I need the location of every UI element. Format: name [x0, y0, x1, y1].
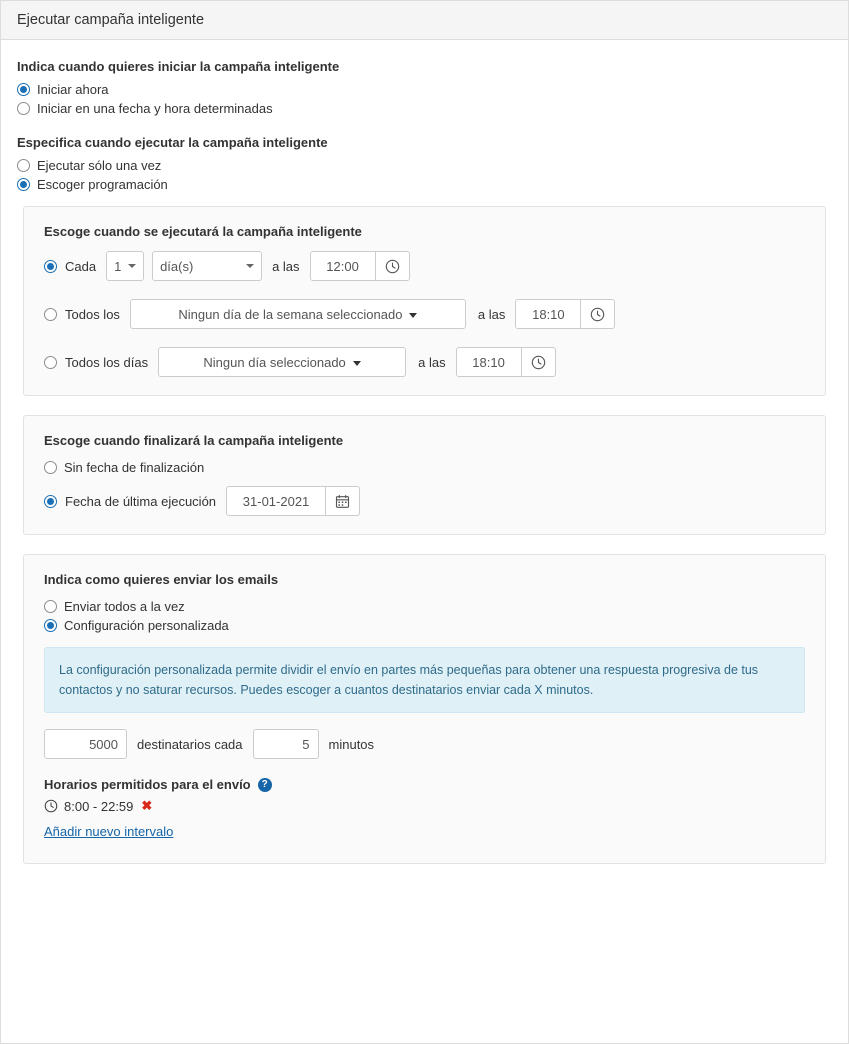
schedule-every-at-label: a las	[272, 258, 300, 274]
schedule-monthday-time-value: 18:10	[472, 354, 505, 370]
start-heading: Indica cuando quieres iniciar la campaña inteligente	[17, 59, 340, 74]
schedule-row-monthday	[44, 347, 807, 377]
ending-option-no-end[interactable]	[44, 460, 807, 475]
sending-option-all-at-once-label: Enviar todos a la vez	[64, 599, 185, 614]
radio-schedule-monthday[interactable]	[44, 356, 57, 369]
schedule-monthday-at-label: a las	[418, 354, 446, 370]
radio-start-scheduled[interactable]	[17, 102, 30, 115]
schedule-every-label: Cada	[65, 258, 97, 274]
window-titlebar	[1, 1, 848, 40]
sending-option-custom-label: Configuración personalizada	[64, 618, 229, 633]
start-option-scheduled-label: Iniciar en una fecha y hora determinadas	[37, 101, 273, 116]
chevron-down-icon	[128, 264, 136, 268]
interval-text: 8:00 - 22:59	[64, 798, 134, 814]
sending-panel-title: Indica como quieres enviar los emails	[44, 572, 279, 587]
clock-icon[interactable]	[376, 251, 410, 281]
start-option-now[interactable]	[17, 82, 834, 97]
schedule-weekday-select-value: Ningun día de la semana seleccionado	[178, 306, 403, 322]
radio-ending-no-end[interactable]	[44, 461, 57, 474]
window-title: Ejecutar campaña inteligente	[17, 12, 205, 28]
ending-date-input[interactable]	[226, 486, 326, 516]
chevron-down-icon	[353, 361, 361, 366]
radio-execution-once[interactable]	[17, 159, 30, 172]
execution-option-schedule[interactable]	[17, 177, 834, 192]
clock-icon	[44, 799, 58, 813]
schedule-every-unit-value: día(s)	[160, 258, 194, 274]
allowed-hours-heading	[44, 777, 807, 792]
schedule-every-number-value: 1	[114, 258, 122, 274]
radio-execution-schedule[interactable]	[17, 178, 30, 191]
radio-sending-all-at-once[interactable]	[44, 600, 57, 613]
minutes-input[interactable]	[253, 729, 319, 759]
batch-config-row	[44, 729, 807, 759]
help-icon[interactable]: ?	[258, 778, 272, 792]
schedule-monthday-label: Todos los días	[65, 354, 149, 370]
schedule-weekday-at-label: a las	[477, 306, 506, 322]
schedule-row-every	[44, 251, 807, 281]
radio-ending-last-date[interactable]	[44, 495, 57, 508]
ending-option-no-end-label: Sin fecha de finalización	[64, 460, 205, 475]
schedule-panel	[23, 206, 826, 396]
minutes-value: 5	[302, 736, 310, 752]
execution-option-once-label: Ejecutar sólo una vez	[37, 158, 162, 173]
execution-option-schedule-label: Escoger programación	[37, 177, 168, 192]
ending-option-last-date-label: Fecha de última ejecución	[65, 493, 217, 509]
schedule-every-unit-select[interactable]	[152, 251, 262, 281]
radio-schedule-every[interactable]	[44, 260, 57, 273]
remove-icon[interactable]: ✖	[141, 798, 153, 813]
schedule-monthday-select[interactable]	[158, 347, 406, 377]
schedule-every-time-input[interactable]	[310, 251, 376, 281]
execution-heading: Especifica cuando ejecutar la campaña inteligente	[17, 135, 328, 150]
chevron-down-icon	[246, 264, 254, 268]
interval-item	[44, 798, 807, 814]
execution-option-once[interactable]	[17, 158, 834, 173]
start-option-scheduled[interactable]	[17, 101, 834, 116]
clock-icon[interactable]	[522, 347, 556, 377]
schedule-every-number-select[interactable]	[106, 251, 144, 281]
schedule-every-time-value: 12:00	[326, 258, 359, 274]
schedule-weekday-label: Todos los	[65, 306, 120, 322]
ending-option-last-date	[44, 486, 807, 516]
schedule-row-weekday	[44, 299, 807, 329]
schedule-panel-title: Escoge cuando se ejecutará la campaña inteligente	[44, 224, 362, 239]
radio-sending-custom[interactable]	[44, 619, 57, 632]
recipients-label: destinatarios cada	[137, 736, 243, 752]
recipients-value: 5000	[89, 736, 118, 752]
calendar-icon[interactable]	[326, 486, 360, 516]
schedule-monthday-time-input[interactable]	[456, 347, 522, 377]
radio-schedule-weekday[interactable]	[44, 308, 57, 321]
clock-icon[interactable]	[581, 299, 615, 329]
sending-option-all-at-once[interactable]	[44, 599, 807, 614]
chevron-down-icon	[409, 313, 417, 318]
ending-date-value: 31-01-2021	[242, 493, 310, 509]
schedule-weekday-select[interactable]	[130, 299, 466, 329]
start-option-now-label: Iniciar ahora	[37, 82, 109, 97]
add-interval-link[interactable]: Añadir nuevo intervalo	[44, 824, 174, 839]
recipients-input[interactable]	[44, 729, 127, 759]
schedule-weekday-time-input[interactable]	[515, 299, 581, 329]
schedule-weekday-time-value: 18:10	[532, 306, 565, 322]
radio-start-now[interactable]	[17, 83, 30, 96]
custom-config-info: La configuración personalizada permite dividir el envío en partes más pequeñas para obtener una respuesta progresiva de tus contactos y no saturar recursos. Puedes escoger a cuantos destinatarios enviar cada X minutos.	[44, 647, 805, 713]
ending-panel	[23, 415, 826, 535]
schedule-monthday-select-value: Ningun día seleccionado	[203, 354, 346, 370]
allowed-hours-title: Horarios permitidos para el envío	[44, 777, 251, 792]
sending-panel	[23, 554, 826, 864]
minutes-label: minutos	[328, 736, 375, 752]
dialog-content	[1, 40, 848, 864]
sending-option-custom[interactable]	[44, 618, 807, 633]
ending-panel-title: Escoge cuando finalizará la campaña inteligente	[44, 433, 344, 448]
